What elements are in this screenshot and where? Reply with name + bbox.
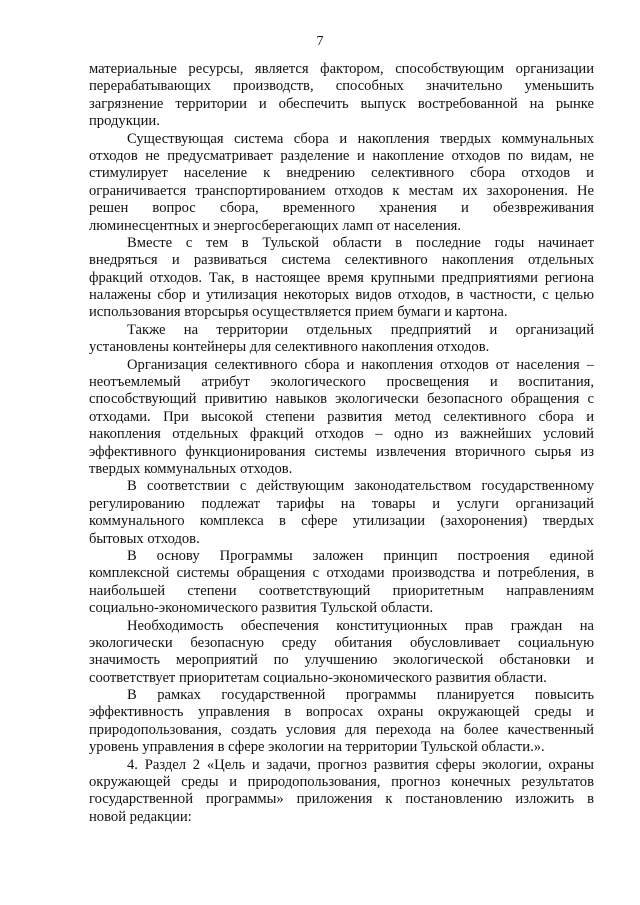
paragraph [89,757,594,827]
text-line: В основу Программы заложен принцип построения единой [127,547,594,564]
text-line: комплексной системы обращения с отходами производства и потребления, в [89,565,594,582]
paragraph [89,687,594,757]
paragraph [89,61,594,131]
text-line: природопользования, создать условия для перехода на более качественный [89,721,594,738]
text-line: эффективного функционирования системы извлечения вторичного сырья из [89,443,594,460]
text-line: накопления отдельных фракций отходов – одно из важнейших условий [89,426,594,443]
text-line: установлены контейнеры для селективного накопления отходов. [89,339,490,356]
paragraph [89,131,594,235]
text-line: регулированию подлежат тарифы на товары и услуги организаций [89,495,594,512]
text-line: перерабатывающих производств, способных значительно уменьшить [89,78,594,95]
text-line: коммунального комплекса в сфере утилизации (захоронения) твердых [89,513,594,530]
text-line: соответствует приоритетам социально-экономического развития области. [89,669,547,686]
text-line: внедряться и развиваться система селективного накопления отдельных [89,252,594,269]
text-line: 4. Раздел 2 «Цель и задачи, прогноз развития сферы экологии, охраны [127,756,594,773]
paragraph [89,357,594,479]
text-line: В соответствии с действующим законодательством государственному [127,478,594,495]
text-line: значимость мероприятий по улучшению экологической обстановки и [89,652,594,669]
text-line: загрязнение территории и обеспечить выпуск востребованной на рынке [89,95,594,112]
paragraph [89,322,594,357]
text-line: неотъемлемый атрибут экологического просвещения и воспитания, [89,374,594,391]
text-line: экологически безопасную среду обитания обусловливает социальную [89,634,594,651]
text-line: Также на территории отдельных предприятий и организаций [127,321,594,338]
text-line: твердых коммунальных отходов. [89,460,293,477]
text-line: уровень управления в сфере экологии на территории Тульской области.». [89,739,545,756]
text-line: материальные ресурсы, является фактором, способствующим организации [89,61,594,77]
text-line: Вместе с тем в Тульской области в последние годы начинает [127,234,594,251]
text-line: налажены сбор и утилизация некоторых видов отходов, в частности, с целью [89,287,594,304]
text-line: новой редакции: [89,808,192,825]
document-body [89,61,594,826]
paragraph [89,618,594,688]
text-line: ограничивается транспортированием отходов к местам их захоронения. Не [89,182,594,199]
text-line: продукции. [89,113,160,130]
text-line: решен вопрос сбора, временного хранения и обезвреживания [89,200,594,217]
text-line: бытовых отходов. [89,530,200,547]
paragraph [89,235,594,322]
text-line: фракций отходов. Так, в настоящее время крупными предприятиями региона [89,269,594,286]
text-line: стимулирует население к внедрению селективного сбора отходов и [89,165,594,182]
page-number: 7 [316,34,324,49]
text-line: Существующая система сбора и накопления твердых коммунальных [127,130,594,147]
text-line: социально-экономического развития Тульской области. [89,600,434,617]
text-line: В рамках государственной программы планируется повысить [127,687,594,704]
text-line: отходов не предусматривает разделение и накопление отходов по видам, не [89,147,594,164]
text-line: Организация селективного сбора и накопления отходов от населения – [127,356,594,373]
text-line: государственной программы» приложения к постановлению изложить в [89,791,594,808]
text-line: Необходимость обеспечения конституционных прав граждан на [127,617,594,634]
paragraph [89,478,594,548]
text-line: использования вторсырья осуществляется прием бумаги и картона. [89,304,508,321]
text-line: окружающей среды и природопользования, прогноз конечных результатов [89,774,594,791]
text-line: наибольшей степени соответствующий приоритетным направлениям [89,582,594,599]
text-line: эффективность управления в вопросах охраны окружающей среды и [89,704,594,721]
text-line: отходами. При высокой степени развития метод селективного сбора и [89,408,594,425]
text-line: способствующий привитию навыков экологически безопасного обращения с [89,391,594,408]
paragraph [89,548,594,618]
text-line: люминесцентных и энергосберегающих ламп от населения. [89,217,462,234]
